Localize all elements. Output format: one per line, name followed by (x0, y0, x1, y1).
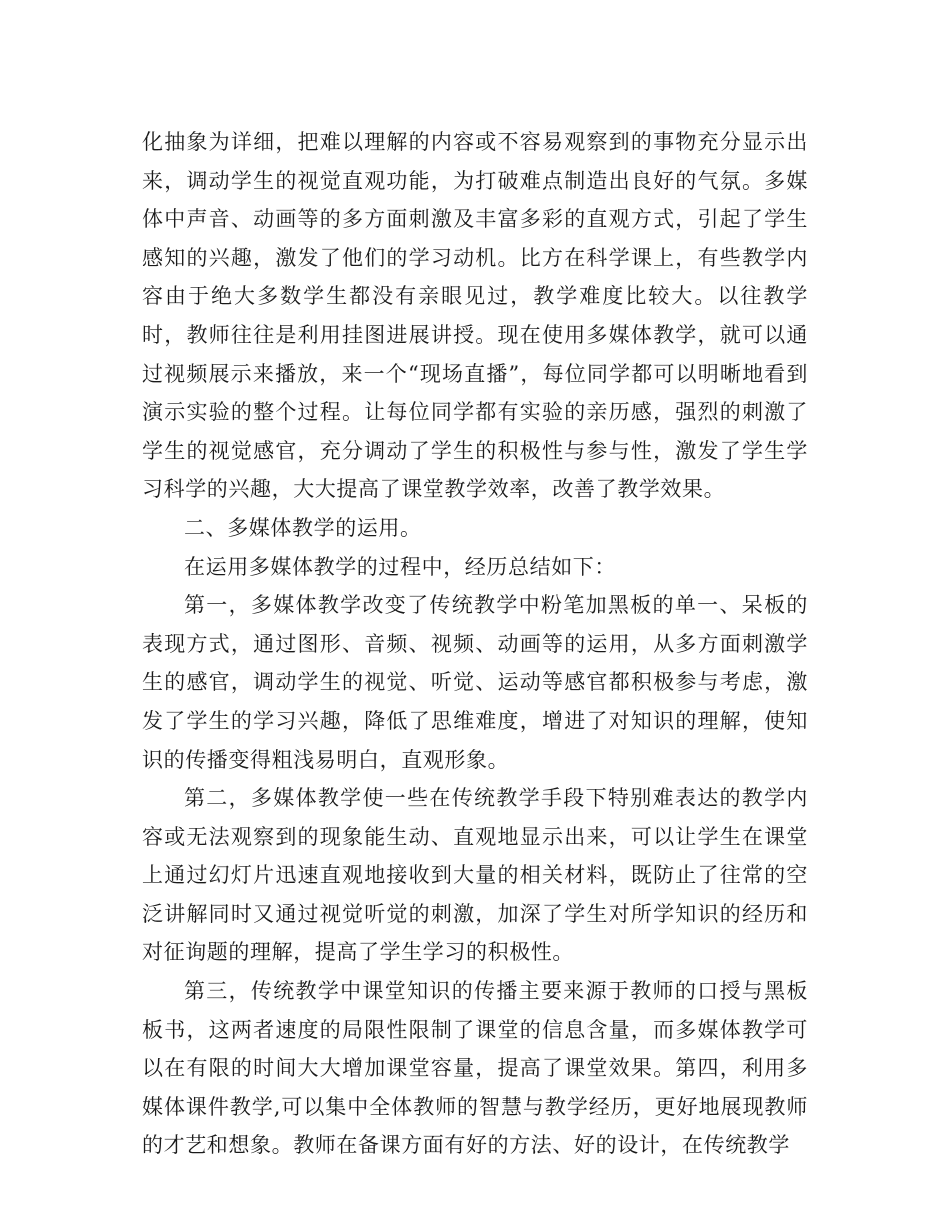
document-page (142, 123, 808, 1165)
paragraph-point-three-four: 第三，传统教学中课堂知识的传播主要来源于教师的口授与黑板板书，这两者速度的局限性限制了课堂的信息含量，而多媒体教学可以在有限的时间大大增加课堂容量，提高了课堂效果。第四，利用多媒体课件教学,可以集中全体教师的智慧与教学经历，更好地展现教师的才艺和想象。教师在备课方面有好的方法、好的设计，在传统教学 (142, 979, 808, 1158)
paragraph-point-two: 第二，多媒体教学使一些在传统教学手段下特别难表达的教学内容或无法观察到的现象能生动、直观地显示出来，可以让学生在课堂上通过幻灯片迅速直观地接收到大量的相关材料，既防止了往常的空泛讲解同时又通过视觉听觉的刺激，加深了学生对所学知识的经历和对征询题的理解，提高了学生学习的积极性。 (142, 786, 808, 965)
paragraph-point-one: 第一，多媒体教学改变了传统教学中粉笔加黑板的单一、呆板的表现方式，通过图形、音频、视频、动画等的运用，从多方面刺激学生的感官，调动学生的视觉、听觉、运动等感官都积极参与考虑，激发了学生的学习兴趣，降低了思维难度，增进了对知识的理解，使知识的传播变得粗浅易明白，直观形象。 (142, 593, 808, 772)
section-heading-multimedia-application: 二、多媒体教学的运用。 (184, 515, 422, 540)
paragraph-summary-lead: 在运用多媒体教学的过程中，经历总结如下： (184, 554, 616, 579)
paragraph-intro-continuation: 化抽象为详细，把难以理解的内容或不容易观察到的事物充分显示出来，调动学生的视觉直观功能，为打破难点制造出良好的气氛。多媒体中声音、动画等的多方面刺激及丰富多彩的直观方式，引起了学生感知的兴趣，激发了他们的学习动机。比方在科学课上，有些教学内容由于绝大多数学生都没有亲眼见过，教学难度比较大。以往教学时，教师往往是利用挂图进展讲授。现在使用多媒体教学，就可以通过视频展示来播放，来一个“现场直播”，每位同学都可以明晰地看到演示实验的整个过程。让每位同学都有实验的亲历感，强烈的刺激了学生的视觉感官，充分调动了学生的积极性与参与性，激发了学生学习科学的兴趣，大大提高了课堂教学效率，改善了教学效果。 (142, 130, 808, 502)
